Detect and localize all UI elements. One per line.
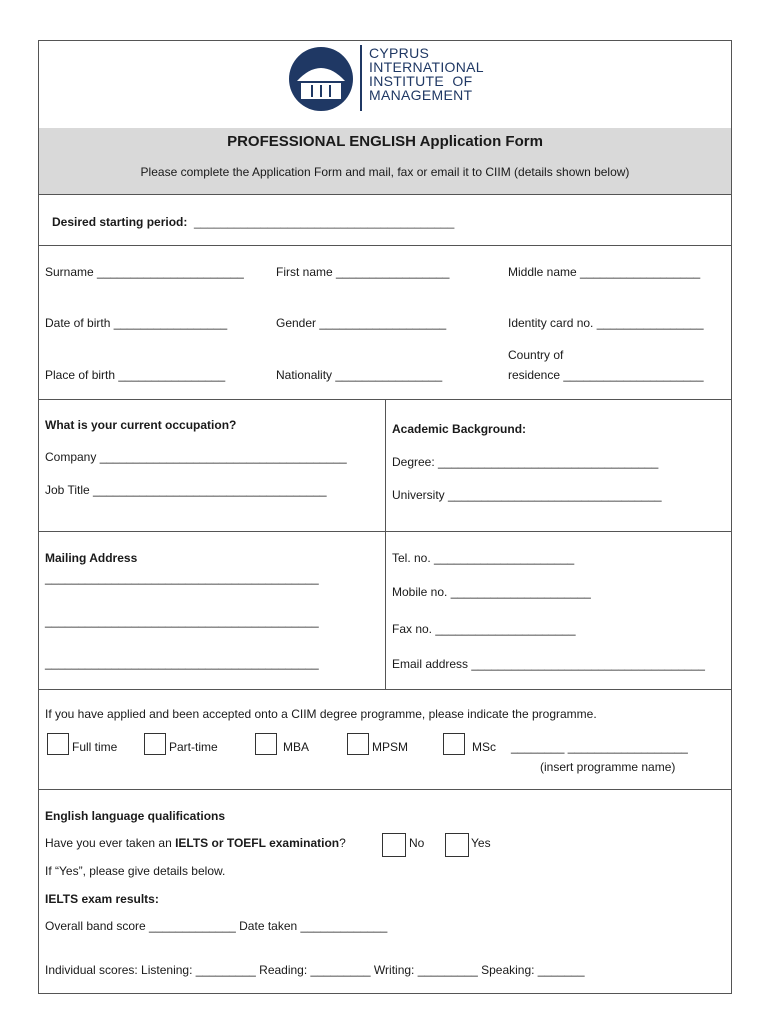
- programme-name-hint: (insert programme name): [540, 760, 676, 774]
- company-field[interactable]: Company _____________________________________: [45, 450, 347, 464]
- logo-line-3: INSTITUTE OF: [369, 73, 473, 89]
- individual-scores-field[interactable]: Individual scores: Listening: _________ Reading: _________ Writing: _________ Speaking: _______: [45, 963, 585, 977]
- msc-label: MSc: [472, 740, 496, 754]
- starting-period-field[interactable]: _______________________________________: [194, 215, 455, 229]
- job-title-field[interactable]: Job Title ___________________________________: [45, 483, 327, 497]
- fax-field[interactable]: Fax no. _____________________: [392, 622, 576, 636]
- exam-question: [45, 836, 346, 850]
- logo-divider: [360, 45, 362, 111]
- yes-label: Yes: [471, 836, 491, 850]
- no-checkbox[interactable]: [382, 833, 406, 857]
- id-card-field[interactable]: Identity card no. ________________: [508, 316, 704, 330]
- yes-checkbox[interactable]: [445, 833, 469, 857]
- ciim-logo-mark: [287, 45, 357, 113]
- mba-label: MBA: [283, 740, 310, 754]
- first-name-field[interactable]: First name _________________: [276, 265, 450, 279]
- full-time-checkbox[interactable]: [47, 733, 69, 755]
- divider: [39, 789, 731, 790]
- country-field[interactable]: residence _____________________: [508, 368, 704, 382]
- application-form: [38, 40, 732, 994]
- mpsm-checkbox[interactable]: [347, 733, 369, 755]
- place-of-birth-field[interactable]: Place of birth ________________: [45, 368, 226, 382]
- mobile-field[interactable]: Mobile no. _____________________: [392, 585, 591, 599]
- english-heading: English language qualifications: [45, 809, 226, 823]
- form-title: PROFESSIONAL ENGLISH Application Form: [227, 133, 543, 150]
- degree-field[interactable]: Degree: _________________________________: [392, 455, 659, 469]
- logo-line-1: CYPRUS: [369, 45, 430, 61]
- ielts-heading: IELTS exam results:: [45, 892, 159, 906]
- mailing-line-3[interactable]: _________________________________________: [45, 656, 319, 670]
- logo-line-2: INTERNATIONAL: [369, 59, 484, 75]
- exam-question-pre: Have you ever taken an: [45, 836, 176, 850]
- part-time-label: Part-time: [169, 740, 218, 754]
- divider: [39, 531, 731, 532]
- gender-field[interactable]: Gender ___________________: [276, 316, 447, 330]
- mailing-line-2[interactable]: _________________________________________: [45, 614, 319, 628]
- if-yes-text: If “Yes”, please give details below.: [45, 864, 226, 878]
- middle-name-field[interactable]: Middle name __________________: [508, 265, 701, 279]
- mpsm-label: MPSM: [372, 740, 408, 754]
- column-divider: [385, 399, 386, 689]
- programme-question: If you have applied and been accepted onto a CIIM degree programme, please indicate the programme.: [45, 707, 597, 721]
- mailing-heading: Mailing Address: [45, 551, 138, 565]
- exam-question-bold: IELTS or TOEFL examination: [175, 836, 340, 850]
- divider: [39, 689, 731, 690]
- msc-checkbox[interactable]: [443, 733, 465, 755]
- exam-question-post: ?: [339, 836, 346, 850]
- full-time-label: Full time: [72, 740, 118, 754]
- dob-field[interactable]: Date of birth _________________: [45, 316, 228, 330]
- logo-line-4: MANAGEMENT: [369, 87, 473, 103]
- tel-field[interactable]: Tel. no. _____________________: [392, 551, 575, 565]
- part-time-checkbox[interactable]: [144, 733, 166, 755]
- academic-heading: Academic Background:: [392, 422, 527, 436]
- occupation-heading: What is your current occupation?: [45, 418, 237, 432]
- country-label: Country of: [508, 348, 564, 362]
- mailing-line-1[interactable]: _________________________________________: [45, 571, 319, 585]
- divider: [39, 245, 731, 246]
- email-field[interactable]: Email address ___________________________________: [392, 657, 705, 671]
- programme-name-field[interactable]: ________ __________________: [511, 740, 688, 754]
- form-subtitle: Please complete the Application Form and mail, fax or email it to CIIM (details shown below): [140, 165, 630, 179]
- starting-period-label: Desired starting period:: [52, 215, 188, 229]
- ciim-logo: [287, 45, 357, 113]
- overall-score-field[interactable]: Overall band score _____________ Date taken _____________: [45, 919, 388, 933]
- no-label: No: [409, 836, 425, 850]
- nationality-field[interactable]: Nationality ________________: [276, 368, 443, 382]
- divider: [39, 194, 731, 195]
- mba-checkbox[interactable]: [255, 733, 277, 755]
- logo-text: [369, 46, 484, 102]
- university-field[interactable]: University ________________________________: [392, 488, 662, 502]
- surname-field[interactable]: Surname ______________________: [45, 265, 244, 279]
